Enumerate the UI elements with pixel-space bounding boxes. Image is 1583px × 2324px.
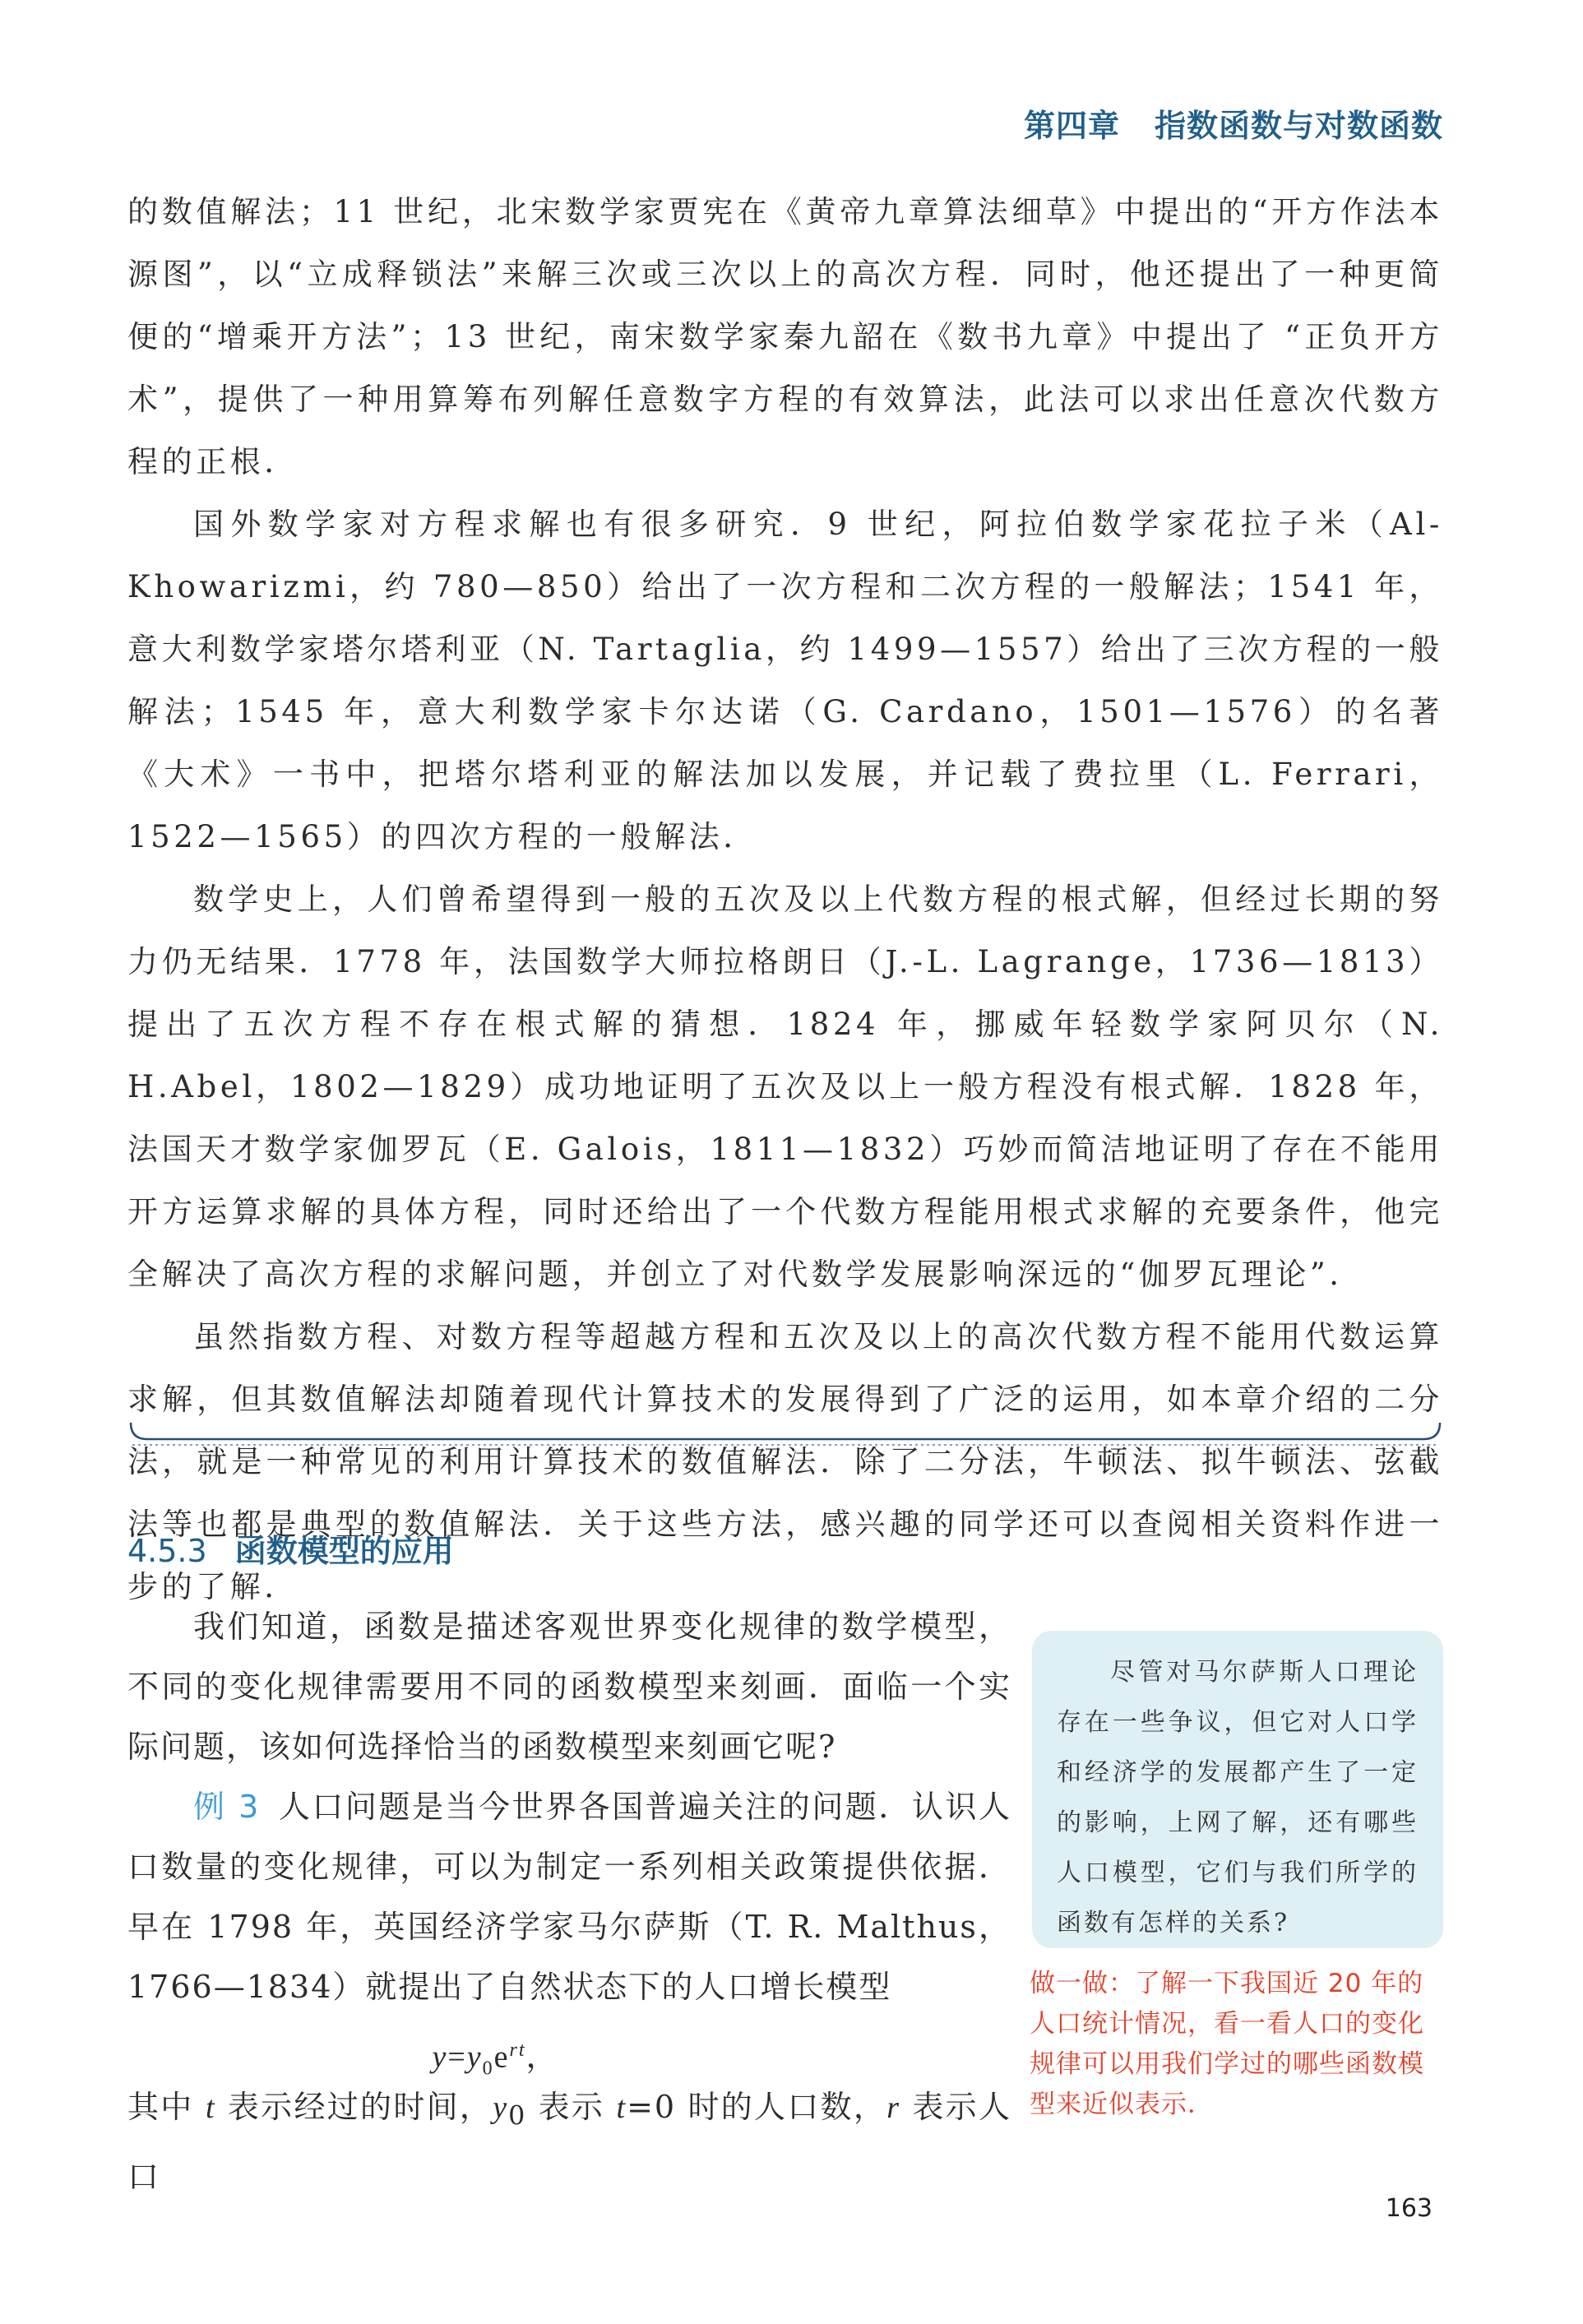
example-paragraph bbox=[127, 1777, 1011, 2017]
page-number: 163 bbox=[1385, 2194, 1433, 2223]
try-it-note: 做一做：了解一下我国近 20 年的人口统计情况，看一看人口的变化规律可以用我们学过的哪些函数模型来近似表示． bbox=[1030, 1969, 1424, 2119]
variable-explanation: 其中 t 表示经过的时间，$y_0$ 表示 t=0 时的人口数，r 表示人口 bbox=[127, 2089, 1011, 2195]
reading-paragraph: 的数值解法；11 世纪，北宋数学家贾宪在《黄帝九章算法细草》中提出的“开方作法本源图”，以“立成释锁法”来解三次或三次以上的高次方程．同时，他还提出了一种更简便的“增乘开方法”；13 世纪，南宋数学家秦九韶在《数书九章》中提出了 “正负开方术”，提供了一种用算筹布列解任意数字方程的有效算法，此法可以求出任意次代数方程的正根． bbox=[127, 194, 1443, 479]
section-number: 4.5.3 bbox=[127, 1533, 207, 1569]
main-column bbox=[127, 1597, 1011, 2207]
reading-box-bottom-border bbox=[127, 1421, 1443, 1454]
section-heading bbox=[127, 1525, 454, 1571]
example-label: 例 3 bbox=[193, 1789, 261, 1825]
running-header bbox=[1024, 100, 1443, 146]
chapter-title: 指数函数与对数函数 bbox=[1154, 108, 1443, 144]
intro-paragraph: 我们知道，函数是描述客观世界变化规律的数学模型，不同的变化规律需要用不同的函数模型来刻画．面临一个实际问题，该如何选择恰当的函数模型来刻画它呢? bbox=[127, 1609, 1011, 1765]
reading-paragraph: 数学史上，人们曾希望得到一般的五次及以上代数方程的根式解，但经过长期的努力仍无结果．1778 年，法国数学大师拉格朗日（J.-L. Lagrange，1736—1813）提出了五次方程不存在根式解的猜想．1824 年，挪威年轻数学家阿贝尔（N. H.Abel，1802—1829）成功地证明了五次及以上一般方程没有根式解．1828 年，法国天才数学家伽罗瓦（E. Galois，1811—1832）巧妙而简洁地证明了存在不能用开方运算求解的具体方程，同时还给出了一个代数方程能用根式求解的充要条件，他完全解决了高次方程的求解问题，并创立了对代数学发展影响深远的“伽罗瓦理论”． bbox=[127, 882, 1443, 1292]
box-border-line bbox=[127, 1421, 1443, 1454]
reading-paragraph: 国外数学家对方程求解也有很多研究．9 世纪，阿拉伯数学家花拉子米（Al-Khowarizmi，约 780—850）给出了一次方程和二次方程的一般解法；1541 年，意大利数学家塔尔塔利亚（N. Tartaglia，约 1499—1557）给出了三次方程的一般解法；1545 年，意大利数学家卡尔达诺（G. Cardano，1501—1576）的名著《大术》一书中，把塔尔塔利亚的解法加以发展，并记载了费拉里（L. Ferrari，1522—1565）的四次方程的一般解法． bbox=[127, 507, 1443, 854]
reading-box-text bbox=[127, 181, 1443, 1618]
malthus-formula: $y=y_0e^{rt}$， bbox=[432, 2039, 559, 2080]
chapter-number: 第四章 bbox=[1023, 108, 1120, 144]
section-title: 函数模型的应用 bbox=[234, 1533, 454, 1569]
margin-note-text: 尽管对马尔萨斯人口理论存在一些争议，但它对人口学和经济学的发展都产生了一定的影响，上网了解，还有哪些人口模型，它们与我们所学的函数有怎样的关系? bbox=[1057, 1658, 1419, 1937]
example-text: 人口问题是当今世界各国普遍关注的问题．认识人口数量的变化规律，可以为制定一系列相关政策提供依据．早在 1798 年，英国经济学家马尔萨斯（T. R. Malthus，1766—1834）就提出了自然状态下的人口增长模型 bbox=[127, 1789, 1011, 2005]
reading-paragraph: 虽然指数方程、对数方程等超越方程和五次及以上的高次代数方程不能用代数运算求解，但其数值解法却随着现代计算技术的发展得到了广泛的运用，如本章介绍的二分法，就是一种常见的利用计算技术的数值解法．除了二分法，牛顿法、拟牛顿法、弦截法等也都是典型的数值解法．关于这些方法，感兴趣的同学还可以查阅相关资料作进一步的了解． bbox=[127, 1319, 1443, 1604]
margin-note-box bbox=[1032, 1631, 1443, 1948]
